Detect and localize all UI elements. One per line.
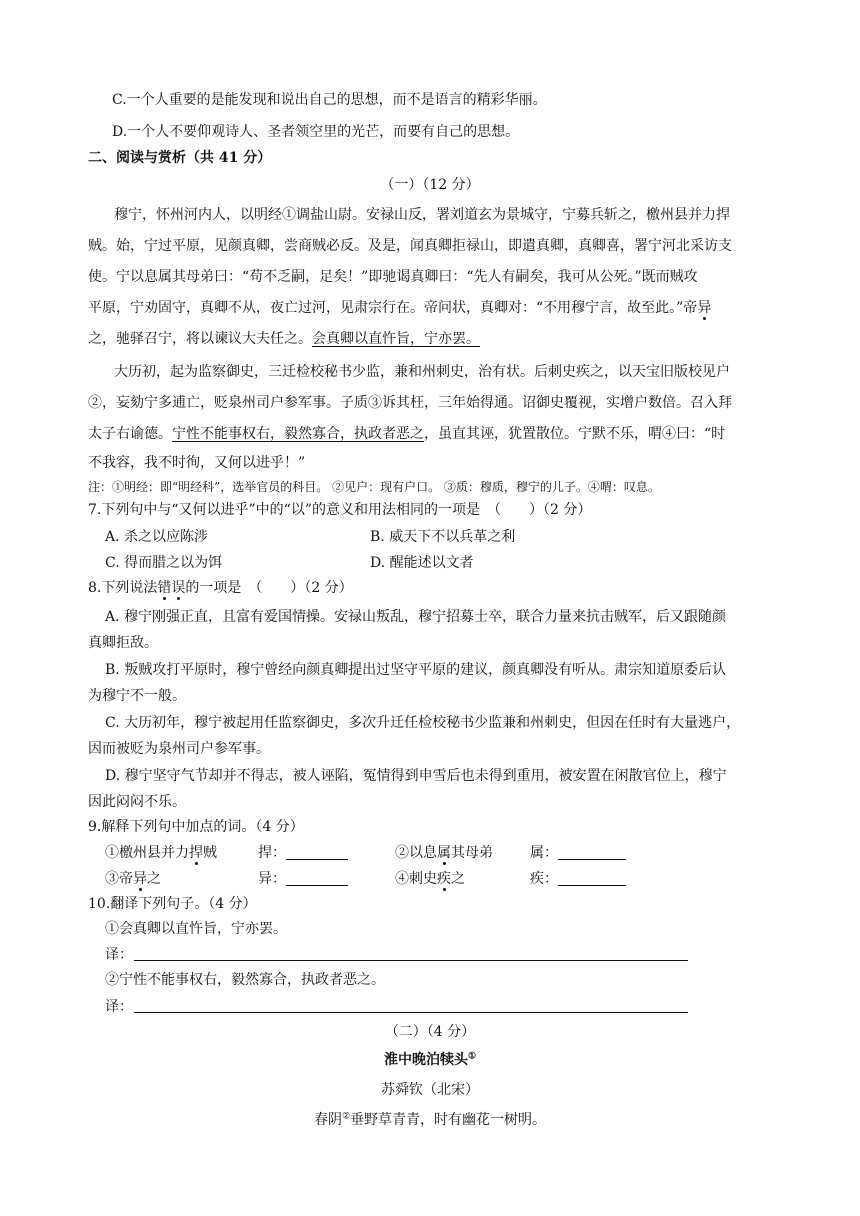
- q8-stem: 8.下列说法错误的一项是 （ ）（2 分）: [88, 580, 353, 596]
- q6-option-d: D.一个人不要仰观诗人、圣者领空里的光芒，而要有自己的思想。: [112, 124, 520, 140]
- passage-notes: 注：①明经：即“明经科”，选举官员的科目。 ②见户：现有户口。 ③质：穆质，穆宁的儿子。④喟：叹息。: [88, 480, 660, 494]
- poem-line-1: 春阴②垂野草青青，时有幽花一树明。: [313, 1111, 547, 1128]
- q6-option-c: C.一个人重要的是能发现和说出自己的思想，而不是语言的精彩华丽。: [112, 92, 547, 108]
- q8-option-a-cont: 真卿拒敌。: [88, 635, 158, 651]
- section-title: 二、阅读与赏析（共 41 分）: [88, 150, 272, 166]
- q10-sentence-2: ②宁性不能事权右，毅然寡合，执政者恶之。: [105, 972, 385, 988]
- q10-yi-label-2: 译：: [105, 999, 133, 1015]
- q8-option-d: D. 穆宁坚守气节却并不得志，被人诬陷，冤情得到申雪后也未得到重用，被安置在闲散官位上，穆宁: [105, 768, 727, 784]
- q8-option-c: C. 大历初年，穆宁被起用任监察御史，多次升迁任检校秘书少监兼和州刺史，但因在任时有大量逃户，: [105, 715, 741, 731]
- q9-answer-4: 疾：: [530, 869, 626, 889]
- q7-option-a: A. 杀之以应陈涉: [105, 529, 209, 545]
- poem-author: 苏舜钦（北宋）: [381, 1082, 479, 1098]
- emphasis-dotted: 错误: [157, 580, 186, 596]
- q9-item-2: ②以息属其母弟: [395, 845, 493, 861]
- part1-title: （一）（12 分）: [380, 177, 480, 193]
- passage-line: 平原，宁劝固守，真卿不从，夜亡过河，见肃宗行在。帝问状，真卿对：“不用穆宁言，故至此。”帝异: [88, 300, 712, 316]
- q7-option-b: B. 威天下不以兵革之利: [370, 529, 516, 545]
- underlined-sentence-1: 会真卿以直忤旨，宁亦罢。: [312, 331, 480, 347]
- q10-yi-label-1: 译：: [105, 947, 133, 963]
- q7-option-c: C. 得而腊之以为饵: [105, 555, 223, 571]
- dotted-char: 异: [697, 300, 712, 316]
- answer-blank[interactable]: [286, 845, 348, 860]
- q9-answer-2: 属：: [530, 843, 626, 863]
- q9-stem: 9.解释下列句中加点的词。（4 分）: [88, 819, 304, 835]
- answer-blank[interactable]: [558, 845, 626, 860]
- q8-option-b-cont: 为穆宁不一般。: [88, 688, 186, 704]
- passage-line: 穆宁，怀州河内人，以明经①调盐山尉。安禄山反，署刘道玄为景城守，宁募兵斩之，檄州县并力捍: [114, 207, 730, 223]
- q7-stem: 7.下列句中与“又何以进乎”中的“以”的意义和用法相同的一项是 （ ）（2 分）: [88, 502, 592, 518]
- q10-sentence-1: ①会真卿以直忤旨，宁亦罢。: [105, 921, 287, 937]
- q8-option-a: A. 穆宁刚强正直，且富有爱国情操。安禄山叛乱，穆宁招募士卒，联合力量来抗击贼军，后又跟随颜: [105, 609, 727, 625]
- answer-blank[interactable]: [286, 871, 348, 886]
- passage-line: 大历初，起为监察御史，三迁检校秘书少监，兼和州刺史，治有状。后刺史疾之，以天宝旧版校见户: [114, 364, 730, 380]
- passage-line: 太子右谕德。宁性不能事权右，毅然寡合，执政者恶之，虽直其诬，犹置散位。宁默不乐，喟④曰：“时: [88, 426, 726, 442]
- answer-blank[interactable]: [558, 871, 626, 886]
- q8-option-b: B. 叛贼攻打平原时，穆宁曾经向颜真卿提出过坚守平原的建议，颜真卿没有听从。肃宗知道原委后认: [105, 662, 727, 678]
- q9-item-4: ④刺史疾之: [395, 871, 465, 887]
- q9-item-3: ③帝异之: [105, 871, 161, 887]
- passage-line: 不我容，我不时徇，又何以进乎！”: [88, 455, 306, 471]
- q7-option-d: D. 醒能述以文者: [370, 555, 474, 571]
- passage-line: 使。宁以息属其母弟曰：“苟不乏嗣，足矣！”即驰谒真卿曰：“先人有嗣矣，我可从公死。”既而贼攻: [88, 269, 698, 285]
- translation-line-2[interactable]: [134, 1012, 688, 1013]
- q9-answer-3: 异：: [258, 869, 348, 889]
- poem-title: 淮中晚泊犊头①: [383, 1051, 477, 1068]
- q8-option-c-cont: 因而被贬为泉州司户参军事。: [88, 741, 270, 757]
- q8-option-d-cont: 因此闷闷不乐。: [88, 794, 186, 810]
- passage-line: 贼。始，宁过平原，见颜真卿，尝商贼必反。及是，闻真卿拒禄山，即遣真卿，真卿喜，署宁河北采访支: [88, 238, 732, 254]
- part2-title: （二）（4 分）: [384, 1024, 476, 1040]
- passage-line: ②，妄劾宁多逋亡，贬泉州司户参军事。子质③诉其枉，三年始得通。诏御史覆视，实增户数倍。召入拜: [88, 395, 732, 411]
- q10-stem: 10.翻译下列句子。（4 分）: [88, 896, 257, 912]
- q9-answer-1: 捍：: [258, 843, 348, 863]
- q9-item-1: ①檄州县并力捍贼: [105, 845, 217, 861]
- underlined-sentence-2: 宁性不能事权右，毅然寡合，执政者恶之: [172, 426, 424, 442]
- passage-line: 之，驰驿召宁，将以谏议大夫任之。会真卿以直忤旨，宁亦罢。: [88, 331, 480, 347]
- translation-line-1[interactable]: [134, 960, 688, 961]
